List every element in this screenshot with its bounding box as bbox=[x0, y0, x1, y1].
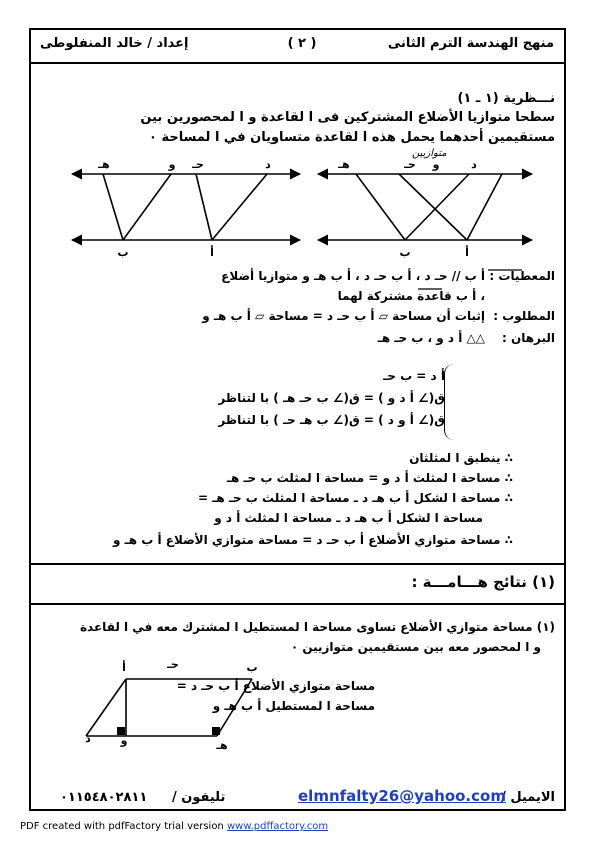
conclusion-line-2: مساحة ا لمستطيل أ ب هـ و bbox=[212, 699, 375, 713]
label-w-bottom: و bbox=[120, 734, 128, 747]
proof-eq-1: أ د = ب حـ bbox=[383, 369, 445, 383]
phone-label: تليفون / bbox=[172, 790, 226, 805]
proof-step-1: ∴ ينطبق ا لمثلثان bbox=[409, 451, 513, 465]
proof-step-5: ∴ مساحة متوازي الأضلاع أ ب حـ د = مساحة متوازي الأضلاع أ ب هـ و bbox=[113, 533, 513, 547]
required-text: إثبات أن مساحة ▱ أ ب حـ د = مساحة ▱ أ ب هـ و bbox=[202, 309, 485, 323]
conclusion-line-1: مساحة متوازي الأضلاع أ ب حـ د = bbox=[176, 679, 375, 693]
label-h-right: هـ bbox=[338, 158, 350, 171]
phone-number: ٠١١٥٤٨٠٢٨١١ bbox=[60, 790, 148, 805]
label-d-right: د bbox=[471, 158, 477, 171]
label-a-left: أ bbox=[210, 246, 214, 259]
given-label: المعطيات : bbox=[489, 269, 555, 283]
proof-brace bbox=[444, 364, 455, 440]
page-number: ( ٢ ) bbox=[287, 36, 317, 51]
label-d-bottom: د bbox=[85, 732, 91, 745]
given-line-2: ، أ ب قاعدة مشتركة لهما bbox=[337, 289, 485, 303]
proof-step-4: مساحة ا لشكل أ ب هـ د ـ مساحة ا لمثلث أ د و bbox=[214, 511, 483, 525]
given-line-1: أ ب // حـ د ، أ ب حـ د ، أ ب هـ و متوازيا أضلاع bbox=[221, 269, 485, 283]
label-c-right: حـ bbox=[404, 158, 416, 171]
figure-left bbox=[72, 174, 300, 240]
header-title: منهج الهندسة الترم الثانى bbox=[387, 36, 554, 51]
theorem-heading: نـــظرية (١ ـ ١) bbox=[457, 91, 555, 106]
results-bottom-rule bbox=[29, 603, 564, 605]
proof-triangles: △△ أ د و ، ب حـ هـ bbox=[377, 331, 485, 345]
label-d-left: د bbox=[265, 158, 271, 171]
pdf-note bbox=[20, 821, 328, 832]
email-label: الايميل / bbox=[501, 790, 555, 805]
result-1-line-1: (١) مساحة متوازي الأضلاع تساوى مساحة ا لمستطيل ا لمشترك معه في ا لقاعدة bbox=[79, 620, 555, 634]
pdf-factory-link[interactable]: www.pdffactory.com bbox=[226, 821, 329, 832]
proof-step-2: ∴ مساحة ا لمثلث أ د و = مساحة ا لمثلث ب حـ هـ bbox=[226, 471, 513, 485]
label-w-left: و bbox=[168, 158, 176, 171]
pdf-note-text: PDF created with pdfFactory trial version bbox=[20, 821, 224, 832]
label-h-left: هـ bbox=[98, 158, 110, 171]
email-link[interactable]: elmnfalty26@yahoo.com bbox=[298, 787, 506, 805]
theorem-line-2: مستقيمين أحدهما يحمل هذه ا لقاعدة متساويان في ا لمساحة ٠ bbox=[149, 130, 555, 145]
label-a-bottom: أ bbox=[122, 661, 126, 674]
label-c-left: حـ bbox=[192, 158, 204, 171]
header-author: إعداد / خالد المنفلوطى bbox=[40, 36, 189, 51]
label-b-bottom: ب bbox=[246, 661, 258, 674]
label-b-right: ب bbox=[399, 246, 411, 259]
handwritten-note: متوازيين bbox=[412, 148, 447, 159]
proof-step-3: ∴ مساحة ا لشكل أ ب هـ د ـ مساحة ا لمثلث ب حـ هـ = bbox=[198, 491, 513, 505]
label-b-left: ب bbox=[117, 246, 129, 259]
results-heading: (١) نتائج هـــامـــة : bbox=[411, 573, 555, 591]
proof-eq-2: ق(∠ أ د و ) = ق(∠ ب حـ هـ ) با لتناظر bbox=[218, 391, 445, 405]
proof-label: البرهان : bbox=[501, 331, 555, 345]
label-w-right: و bbox=[432, 158, 440, 171]
required-label: المطلوب : bbox=[493, 309, 555, 323]
result-1-line-2: و ا لمحصور معه بين مستقيمين متوازيين ٠ bbox=[290, 640, 541, 654]
label-a-right: أ bbox=[465, 246, 469, 259]
results-top-rule bbox=[29, 563, 564, 565]
label-c-bottom: حـ bbox=[167, 658, 179, 671]
proof-eq-3: ق(∠ أ و د ) = ق(∠ ب هـ حـ ) با لتناظر bbox=[218, 413, 445, 427]
label-h-bottom: هـ bbox=[216, 739, 228, 752]
theorem-line-1: سطحا متوازيا الأضلاع المشتركين فى ا لقاعدة و ا لمحصورين بين bbox=[140, 110, 555, 125]
figure-right bbox=[318, 174, 532, 240]
